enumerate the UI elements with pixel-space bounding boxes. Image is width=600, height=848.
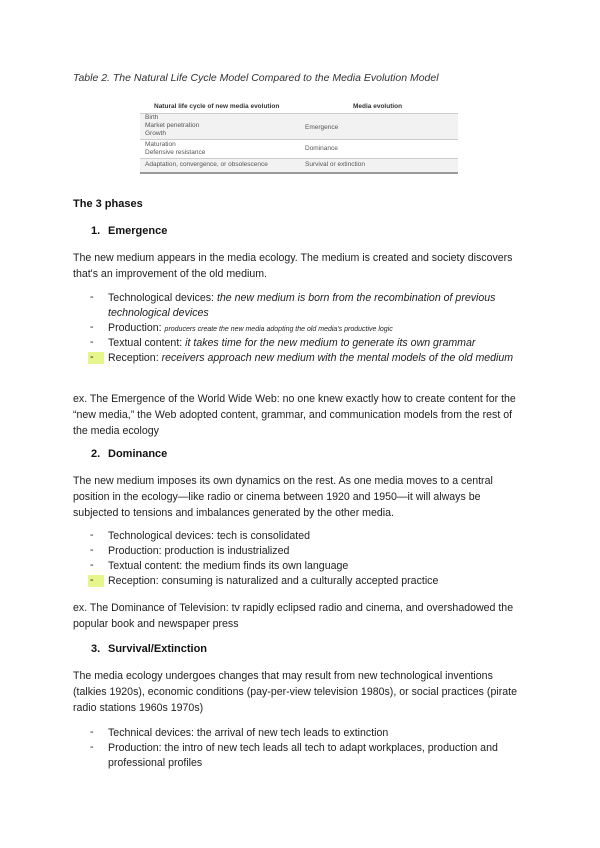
table-caption: Table 2. The Natural Life Cycle Model Compared to the Media Evolution Model [73, 72, 439, 84]
section-intro: The new medium imposes its own dynamics on the rest. As one media moves to a central position in the ecology—like radio or cinema between 1920 and 1950—it will always be subjected to tensions and imbalances generated by the other media. [73, 475, 493, 519]
section-intro: The media ecology undergoes changes that may result from new technological inventions (talkies 1920s), economic conditions (pay-per-view television 1980s), or social practices (pirate radio stations 1960s 1970s) [73, 670, 517, 714]
table-header-2: Media evolution [353, 103, 403, 110]
section-example: ex. The Dominance of Television: tv rapidly eclipsed radio and cinema, and overshadowed the popular book and newspaper press [73, 602, 514, 630]
highlight-mark: - [88, 352, 104, 364]
section-intro: The new medium appears in the media ecology. The medium is created and society discovers that's an improvement of the old medium. [73, 252, 513, 280]
table-header-1: Natural life cycle of new media evolution [154, 103, 280, 110]
comparison-table: Natural life cycle of new media evolution Media evolution Birth Market penetration Growth Emergence Maturation Defensive resistance Dominance Adaptation, convergence, or obsolescence Survival or extinction [140, 103, 458, 174]
highlight-mark: - [88, 575, 104, 587]
section-number: 2. [91, 448, 101, 460]
section-title-emergence: Emergence [108, 225, 168, 237]
page-heading: The 3 phases [73, 198, 143, 210]
section-number: 1. [91, 225, 101, 237]
section-example: ex. The Emergence of the World Wide Web: no one knew exactly how to create content for the “new media,” the Web adopted content, grammar, and communication models from the rest of the media ecology [73, 393, 516, 437]
section-title-survival: Survival/Extinction [108, 643, 208, 655]
section-title-dominance: Dominance [108, 448, 168, 460]
section-number: 3. [91, 643, 101, 655]
